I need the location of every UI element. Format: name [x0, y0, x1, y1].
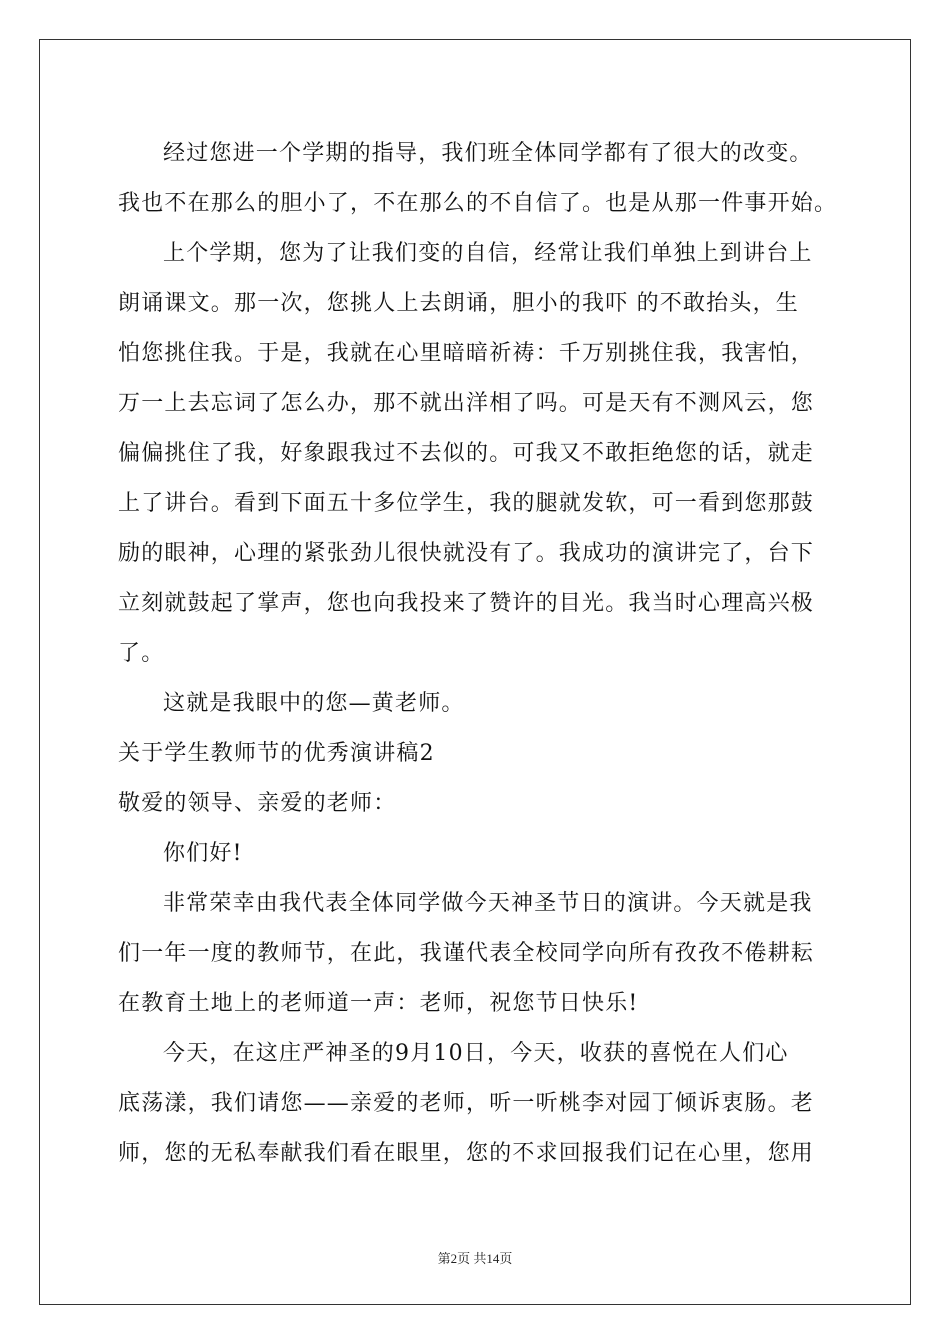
text-line: 上个学期，您为了让我们变的自信，经常让我们单独上到讲台上: [163, 241, 813, 266]
text-line: 励的眼神，心理的紧张劲儿很快就没有了。我成功的演讲完了，台下: [118, 541, 815, 566]
page-number: 第2页 共14页: [437, 1251, 513, 1266]
text-line: 上了讲台。看到下面五十多位学生，我的腿就发软，可一看到您那鼓: [118, 491, 815, 516]
text-line: 底荡漾，我们请您——亲爱的老师，听一听桃李对园丁倾诉衷肠。老: [118, 1091, 815, 1116]
text-line: 怕您挑住我。于是，我就在心里暗暗祈祷：千万别挑住我，我害怕，: [118, 341, 815, 366]
text-line: 这就是我眼中的您—黄老师。: [163, 691, 465, 716]
text-line: 我也不在那么的胆小了，不在那么的不自信了。也是从那一件事开始。: [118, 191, 838, 216]
text-line: 今天，在这庄严神圣的9月10日，今天，收获的喜悦在人们心: [163, 1041, 789, 1066]
text-line: 立刻就鼓起了掌声，您也向我投来了赞许的目光。我当时心理高兴极: [118, 591, 815, 616]
section-heading: 关于学生教师节的优秀演讲稿2: [118, 741, 435, 766]
text-line: 偏偏挑住了我，好象跟我过不去似的。可我又不敢拒绝您的话，就走: [118, 441, 815, 466]
salutation: 敬爱的领导、亲爱的老师：: [118, 791, 397, 816]
text-line: 们一年一度的教师节，在此，我谨代表全校同学向所有孜孜不倦耕耘: [118, 941, 815, 966]
text-line: 非常荣幸由我代表全体同学做今天神圣节日的演讲。今天就是我: [163, 891, 813, 916]
text-line: 朗诵课文。那一次，您挑人上去朗诵，胆小的我吓 的不敢抬头，生: [118, 291, 799, 316]
text-line: 在教育土地上的老师道一声：老师，祝您节日快乐!: [118, 991, 639, 1016]
greeting: 你们好!: [163, 841, 243, 866]
text-line: 万一上去忘词了怎么办，那不就出洋相了吗。可是天有不测风云，您: [118, 391, 815, 416]
text-line: 了。: [118, 641, 165, 666]
text-line: 师，您的无私奉献我们看在眼里，您的不求回报我们记在心里，您用: [118, 1141, 815, 1166]
text-line: 经过您进一个学期的指导，我们班全体同学都有了很大的改变。: [163, 141, 813, 166]
